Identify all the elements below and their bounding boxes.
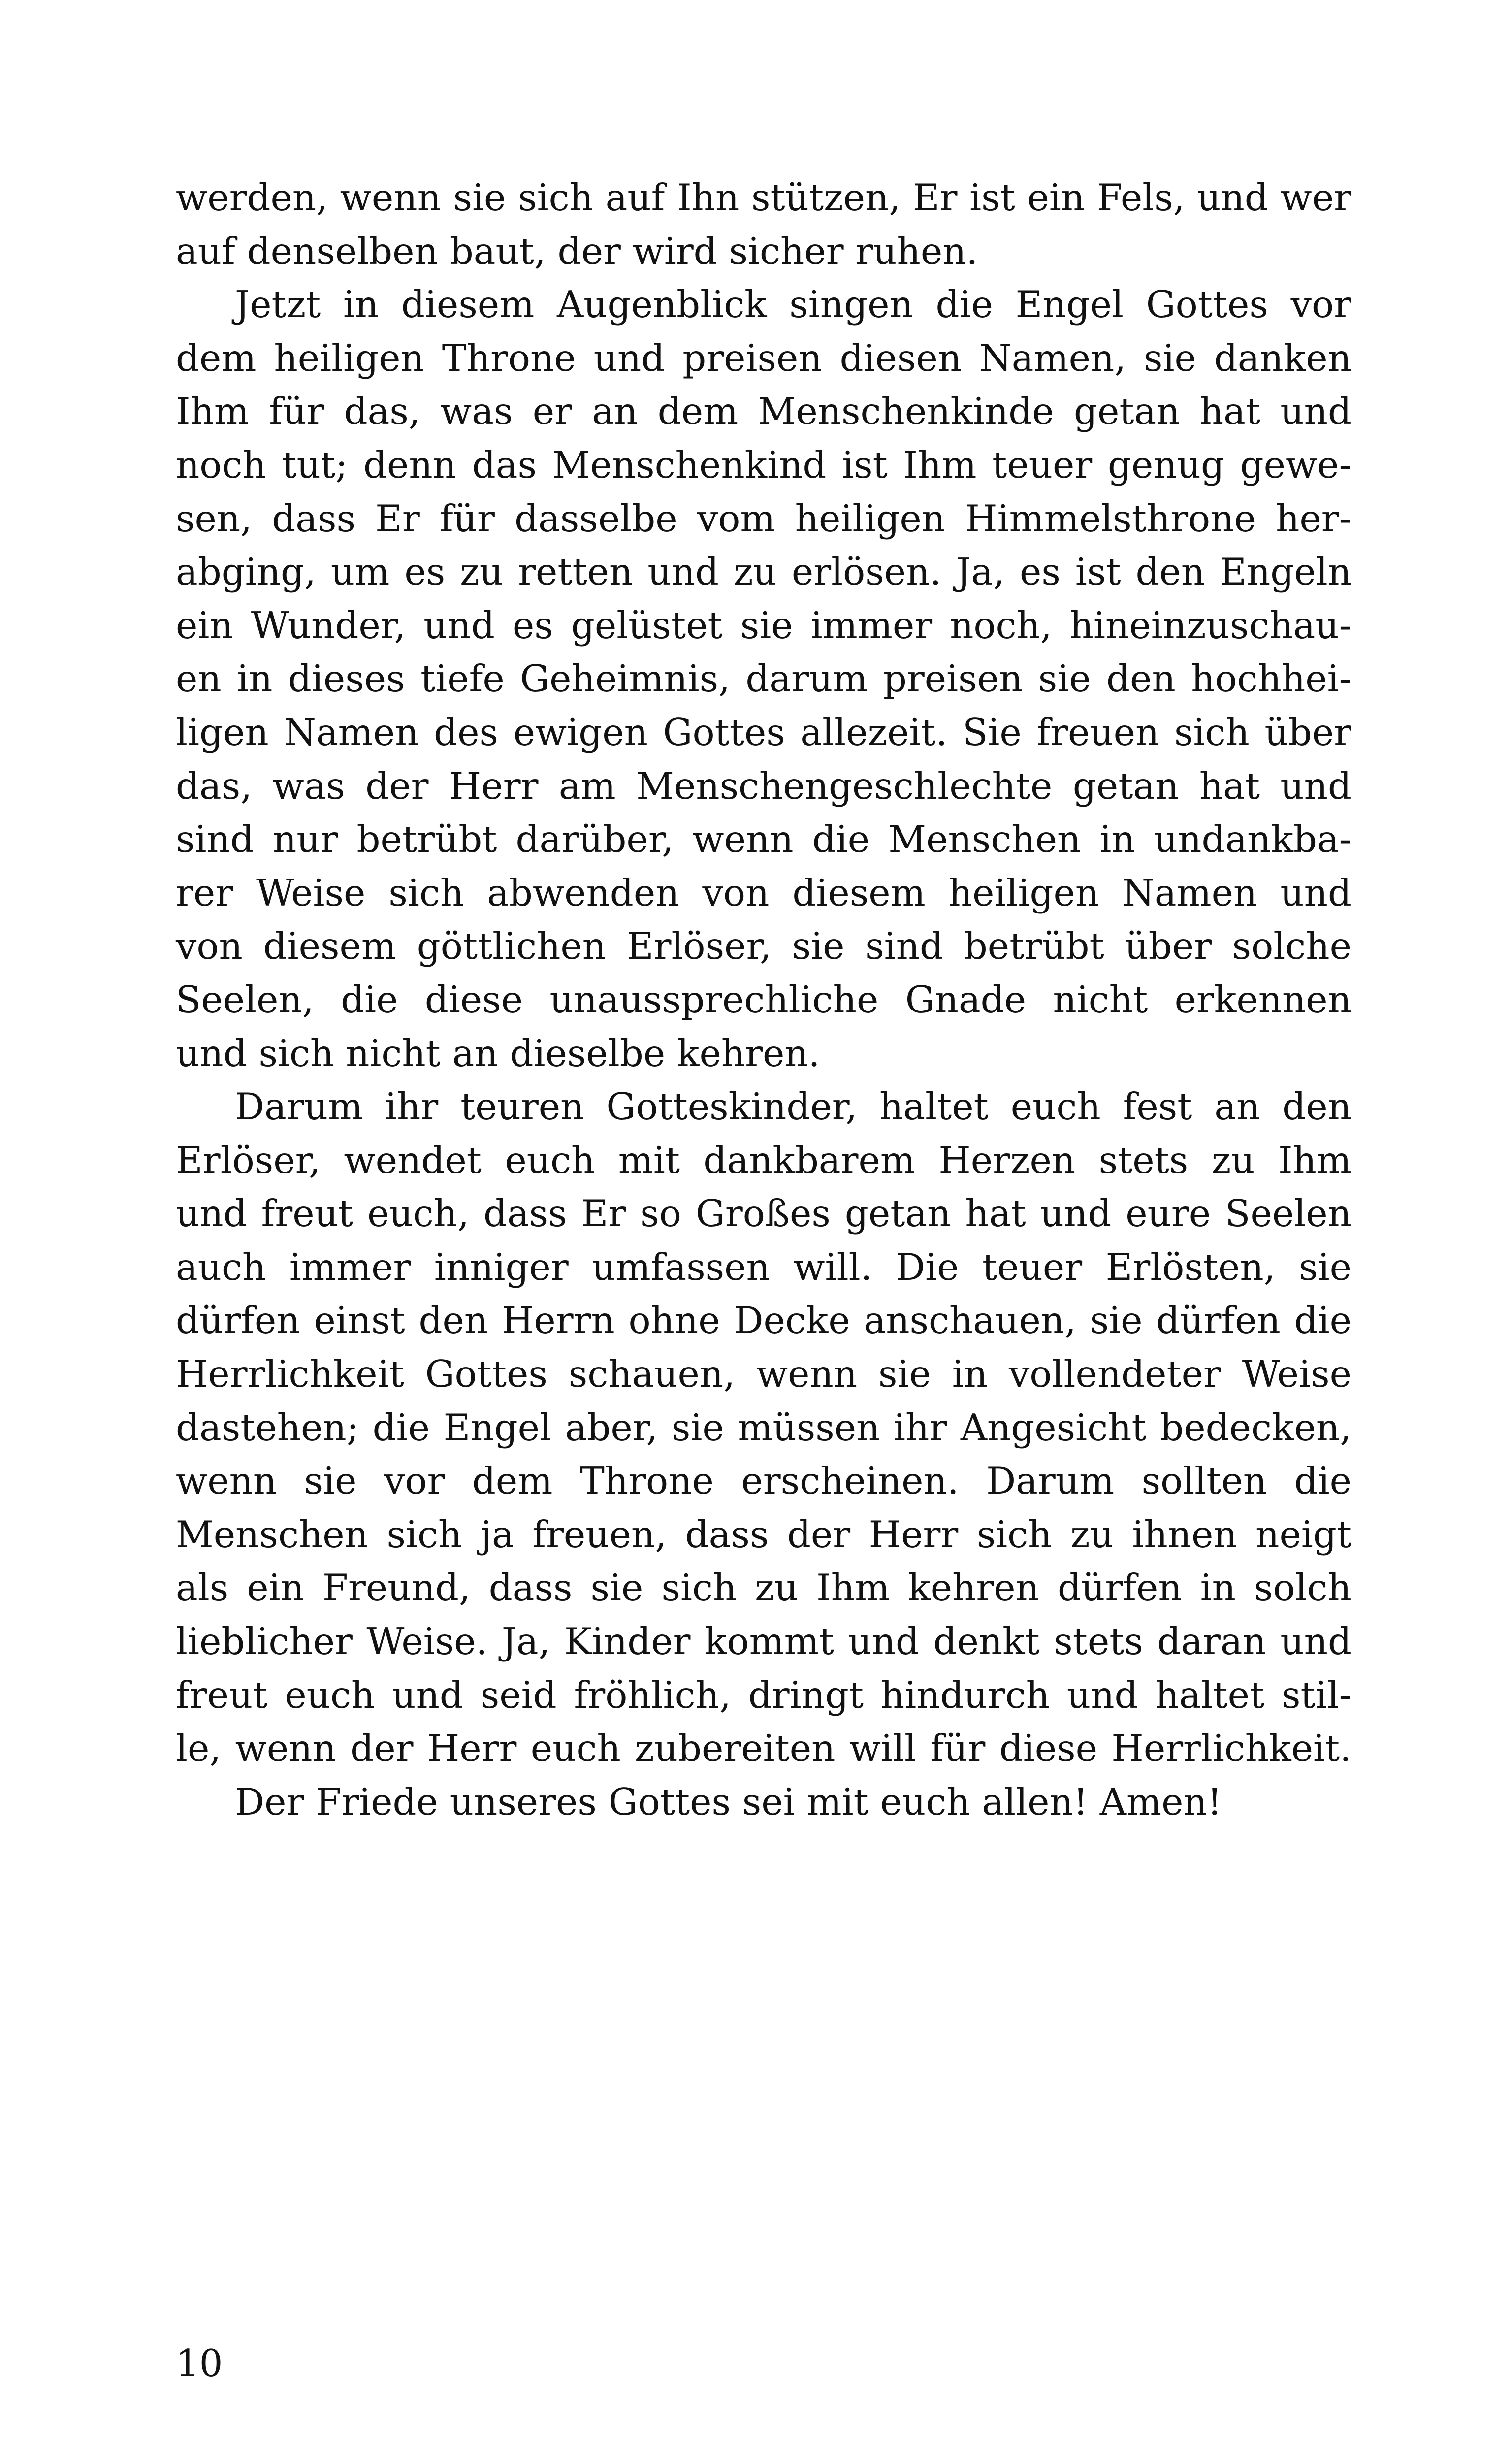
text-line: ligen Namen des ewigen Gottes allezeit. Sie freuen sich über (176, 710, 1351, 754)
paragraph (176, 1080, 1351, 1775)
text-line: wenn sie vor dem Throne erscheinen. Darum sollten die (176, 1459, 1351, 1503)
text-line: lieblicher Weise. Ja, Kinder kommt und denkt stets daran und (176, 1620, 1351, 1663)
text-line: von diesem göttlichen Erlöser, sie sind betrübt über solche (176, 924, 1351, 968)
text-line: Jetzt in diesem Augenblick singen die Engel Gottes vor (235, 283, 1351, 326)
text-line: rer Weise sich abwenden von diesem heiligen Namen und (176, 871, 1351, 914)
text-line: Erlöser, wendet euch mit dankbarem Herzen stets zu Ihm (176, 1138, 1351, 1182)
text-line: noch tut; denn das Menschenkind ist Ihm teuer genug gewe- (176, 443, 1351, 487)
text-line: dastehen; die Engel aber, sie müssen ihr Angesicht bedecken, (176, 1405, 1351, 1449)
text-line: sind nur betrübt darüber, wenn die Menschen in undankba- (176, 817, 1351, 861)
text-line: auch immer inniger umfassen will. Die teuer Erlösten, sie (176, 1245, 1351, 1289)
text-line: werden, wenn sie sich auf Ihn stützen, Er ist ein Fels, und wer (176, 176, 1351, 219)
page-number: 10 (176, 2342, 223, 2385)
text-line: sen, dass Er für dasselbe vom heiligen Himmelsthrone her- (176, 496, 1351, 540)
text-line: abging, um es zu retten und zu erlösen. Ja, es ist den Engeln (176, 550, 1351, 594)
text-line: freut euch und seid fröhlich, dringt hindurch und haltet stil- (176, 1673, 1351, 1717)
text-line: dürfen einst den Herrn ohne Decke anschauen, sie dürfen die (176, 1299, 1351, 1342)
text-line: Menschen sich ja freuen, dass der Herr sich zu ihnen neigt (176, 1512, 1351, 1556)
text-line: als ein Freund, dass sie sich zu Ihm kehren dürfen in solch (176, 1566, 1351, 1610)
text-line: Herrlichkeit Gottes schauen, wenn sie in vollendeter Weise (176, 1352, 1351, 1396)
text-line: ein Wunder, und es gelüstet sie immer noch, hineinzuschau- (176, 603, 1351, 647)
text-line: Darum ihr teuren Gotteskinder, haltet euch fest an den (235, 1085, 1351, 1129)
text-line: und freut euch, dass Er so Großes getan hat und eure Seelen (176, 1192, 1351, 1236)
text-line: dem heiligen Throne und preisen diesen Namen, sie danken (176, 336, 1351, 380)
text-line: Seelen, die diese unaussprechliche Gnade nicht erkennen (176, 977, 1351, 1021)
paragraph (176, 171, 1351, 278)
text-line: Der Friede unseres Gottes sei mit euch allen! Amen! (235, 1780, 1222, 1824)
text-line: en in dieses tiefe Geheimnis, darum preisen sie den hochhei- (176, 657, 1351, 701)
text-line: le, wenn der Herr euch zubereiten will für diese Herrlichkeit. (176, 1726, 1351, 1770)
text-line: und sich nicht an dieselbe kehren. (176, 1031, 820, 1075)
text-line: das, was der Herr am Menschengeschlechte getan hat und (176, 764, 1351, 808)
paragraph (176, 278, 1351, 1080)
body-text (176, 171, 1351, 1828)
text-line: Ihm für das, was er an dem Menschenkinde getan hat und (176, 390, 1351, 433)
text-line: auf denselben baut, der wird sicher ruhen. (176, 229, 978, 273)
paragraph (176, 1775, 1351, 1829)
